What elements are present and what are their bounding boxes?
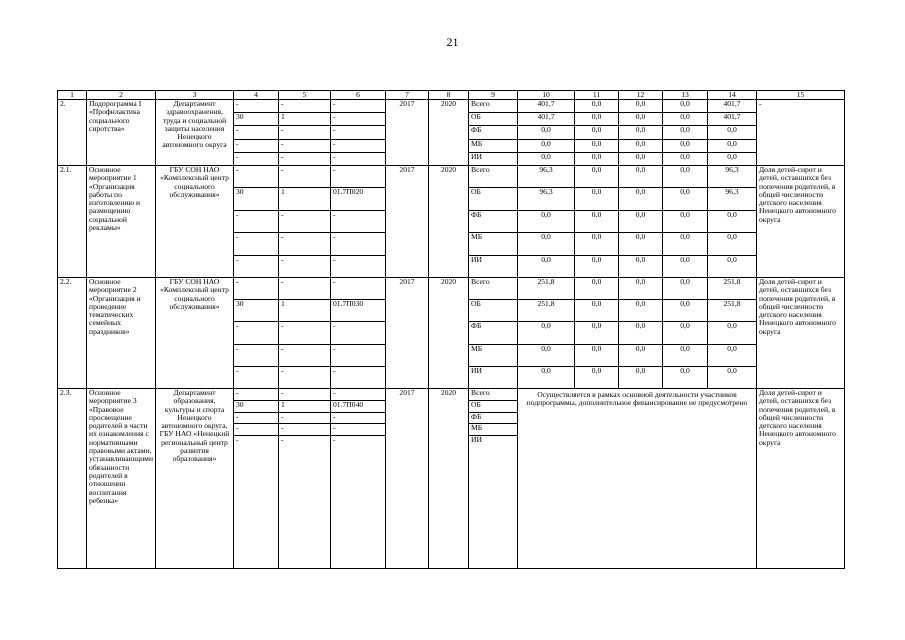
amount-c14 [708, 100, 757, 166]
funding-source-value: ОБ [469, 400, 517, 412]
amount-c13-value: 0,0 [663, 299, 707, 321]
code-col4-value: - [234, 255, 278, 277]
code-col4-value: - [236, 99, 239, 108]
funding-source-value: МБ [469, 423, 517, 435]
amount-c12-value: 0,0 [619, 299, 662, 321]
row-number: 2.3. [58, 389, 87, 569]
executor: ГБУ СОН НАО «Комплексный центр социального обслуживания» [156, 166, 234, 278]
column-number: 1 [58, 91, 87, 100]
end-year: 2020 [429, 100, 469, 166]
amount-c11 [575, 278, 619, 389]
code-col4 [234, 389, 279, 569]
code-col4-value: - [234, 210, 278, 232]
funding-source-value: МБ [469, 344, 517, 366]
funding-source-value: ОБ [469, 299, 517, 321]
code-col4-value: - [234, 344, 278, 366]
code-col6 [331, 278, 386, 389]
code-col4-value: - [234, 423, 278, 435]
funding-source-value: ИИ [469, 366, 517, 388]
code-col5-value: - [281, 277, 284, 286]
program-table [57, 90, 845, 569]
amount-c11-value: 0,0 [591, 277, 602, 286]
amount-c10 [518, 278, 575, 389]
amount-c14-value: 0,0 [708, 366, 756, 388]
code-col4-value: - [234, 366, 278, 388]
funding-source [469, 389, 518, 569]
funding-source [469, 100, 518, 166]
code-col6-value: 01.7П040 [331, 400, 385, 412]
amount-c11-value: 0,0 [575, 321, 618, 343]
amount-c10-value: 0,0 [518, 152, 574, 165]
start-year: 2017 [386, 278, 429, 389]
measure-name: Основное мероприятие 1 «Организация работы по изготовлению и размещению социальной рекламы» [87, 166, 156, 278]
amount-c13-value: 0,0 [663, 255, 707, 277]
code-col5 [279, 166, 331, 278]
code-col6-value: - [331, 112, 385, 125]
measure-name: Основное мероприятие 3 «Правовое просвещение родителей в части их ознакомления с нормативными правовыми актами, устанавливающими обязанности родителей в отношении воспитания ребенка» [87, 389, 156, 569]
table-row [58, 278, 845, 389]
code-col6-value: 01.7П020 [331, 187, 385, 209]
indicator: Доля детей-сирот и детей, оставшихся без попечения родителей, в общей численности детского населения Ненецкого автономного округа [757, 166, 845, 278]
code-col4 [234, 278, 279, 389]
amount-c14-value: 0,0 [708, 344, 756, 366]
amount-c14-value: 0,0 [708, 139, 756, 152]
amount-c11-value: 0,0 [575, 125, 618, 138]
code-col4-value: - [236, 388, 239, 397]
code-col4-value: 30 [234, 400, 278, 412]
amount-c14-value: 0,0 [708, 232, 756, 254]
table-row [58, 166, 845, 278]
code-col5-value: - [279, 232, 330, 254]
amount-c13-value: 0,0 [663, 232, 707, 254]
amount-c14-value: 251,8 [708, 299, 756, 321]
amount-c10-value: 96,3 [518, 187, 574, 209]
amount-c12-value: 0,0 [635, 277, 646, 286]
funding-source-value: ИИ [469, 255, 517, 277]
code-col5-value: - [279, 423, 330, 435]
code-col6 [331, 100, 386, 166]
start-year: 2017 [386, 100, 429, 166]
funding-source-value: МБ [469, 232, 517, 254]
amount-c13-value: 0,0 [663, 112, 707, 125]
code-col4-value: - [234, 232, 278, 254]
indicator: Доля детей-сирот и детей, оставшихся без попечения родителей, в общей численности детского населения Ненецкого автономного округа [757, 389, 845, 569]
code-col6-value: - [331, 152, 385, 165]
table-row [58, 389, 845, 569]
funding-source-value: МБ [469, 139, 517, 152]
code-col6-value: - [331, 139, 385, 152]
code-col5-value: 1 [279, 112, 330, 125]
amount-c13-value: 0,0 [663, 152, 707, 165]
column-number: 11 [575, 91, 619, 100]
code-col6-value: - [331, 412, 385, 424]
code-col4-value: 30 [234, 187, 278, 209]
amount-c12-value: 0,0 [619, 232, 662, 254]
amount-c14-value: 96,3 [708, 187, 756, 209]
code-col4-value: - [234, 152, 278, 165]
code-col5 [279, 278, 331, 389]
amount-c14-value: 401,7 [708, 112, 756, 125]
amount-c13 [663, 100, 708, 166]
executor: ГБУ СОН НАО «Комплексный центр социального обслуживания» [156, 278, 234, 389]
code-col4-value: - [234, 125, 278, 138]
end-year: 2020 [429, 389, 469, 569]
funding-source-value: ФБ [469, 125, 517, 138]
amount-c10-value: 0,0 [518, 139, 574, 152]
code-col4-value: - [234, 435, 278, 447]
funding-source-value: ИИ [469, 152, 517, 165]
amount-c12 [619, 100, 663, 166]
amount-c13 [663, 166, 708, 278]
amount-c13-value: 0,0 [663, 321, 707, 343]
amount-c11-value: 0,0 [591, 99, 602, 108]
code-col6-value: - [331, 366, 385, 388]
amount-c12-value: 0,0 [619, 139, 662, 152]
amount-c12-value: 0,0 [619, 187, 662, 209]
amount-c14-value: 0,0 [708, 210, 756, 232]
code-col4-value: 30 [234, 112, 278, 125]
code-col5-value: - [279, 152, 330, 165]
column-number: 2 [87, 91, 156, 100]
amount-c12-value: 0,0 [619, 255, 662, 277]
funding-source-value: ФБ [469, 210, 517, 232]
amount-c12 [619, 278, 663, 389]
code-col6-value: - [333, 388, 336, 397]
amount-c12-value: 0,0 [619, 112, 662, 125]
amount-c13-value: 0,0 [680, 99, 690, 108]
amount-c13-value: 0,0 [663, 187, 707, 209]
amount-c11-value: 0,0 [575, 139, 618, 152]
column-number: 13 [663, 91, 708, 100]
indicator: - [757, 100, 845, 166]
amount-c11-value: 0,0 [591, 165, 602, 174]
code-col5-value: - [279, 366, 330, 388]
page-number: 21 [446, 35, 459, 49]
funding-source-value: Всего [471, 277, 490, 286]
funding-source-value: ОБ [469, 187, 517, 209]
amount-c12-value: 0,0 [619, 210, 662, 232]
column-number: 8 [429, 91, 469, 100]
measure-name: Подпрограмма I «Профилактика социального сиротства» [87, 100, 156, 166]
code-col5-value: 1 [279, 400, 330, 412]
end-year: 2020 [429, 278, 469, 389]
code-col5-value: 1 [279, 187, 330, 209]
amount-c10 [518, 100, 575, 166]
funding-note: Осуществляется в рамках основной деятельности участников подпрограммы, дополнительное финансирование не предусмотрено [518, 389, 757, 569]
amount-c14-value: 0,0 [708, 255, 756, 277]
code-col4-value: - [234, 321, 278, 343]
code-col6-value: - [331, 125, 385, 138]
code-col6-value: - [331, 423, 385, 435]
code-col5 [279, 100, 331, 166]
code-col5-value: - [279, 255, 330, 277]
code-col5-value: - [279, 412, 330, 424]
amount-c10 [518, 166, 575, 278]
code-col5-value: - [279, 125, 330, 138]
funding-source-value: Всего [471, 99, 490, 108]
amount-c11 [575, 100, 619, 166]
amount-c12-value: 0,0 [619, 152, 662, 165]
amount-c11-value: 0,0 [575, 187, 618, 209]
funding-source-value: Всего [471, 388, 490, 397]
indicator: Доля детей-сирот и детей, оставшихся без попечения родителей, в общей численности детского населения Ненецкого автономного округа [757, 278, 845, 389]
amount-c11-value: 0,0 [575, 255, 618, 277]
row-number: 2. [58, 100, 87, 166]
amount-c11 [575, 166, 619, 278]
code-col5-value: - [279, 321, 330, 343]
executor: Департамент образования, культуры и спорта Ненецкого автономного округа, ГБУ НАО «Ненецкий региональный центр развития образования» [156, 389, 234, 569]
amount-c11-value: 0,0 [575, 210, 618, 232]
funding-source [469, 166, 518, 278]
amount-c14-value: 251,8 [723, 277, 741, 286]
code-col4-value: - [236, 165, 239, 174]
code-col5-value: - [279, 435, 330, 447]
code-col4 [234, 166, 279, 278]
code-col6-value: - [331, 210, 385, 232]
amount-c10-value: 251,8 [537, 277, 555, 286]
column-number: 14 [708, 91, 757, 100]
funding-source [469, 278, 518, 389]
code-col6-value: - [331, 344, 385, 366]
column-number: 6 [331, 91, 386, 100]
amount-c12-value: 0,0 [635, 165, 646, 174]
code-col4-value: - [234, 412, 278, 424]
header-row [58, 91, 845, 100]
funding-source-value: ОБ [469, 112, 517, 125]
measure-name: Основное мероприятие 2 «Организация и проведение тематических семейных праздников» [87, 278, 156, 389]
code-col4 [234, 100, 279, 166]
amount-c14-value: 96,3 [725, 165, 739, 174]
amount-c10-value: 0,0 [518, 366, 574, 388]
amount-c14 [708, 278, 757, 389]
funding-source-value: ФБ [469, 321, 517, 343]
amount-c13-value: 0,0 [680, 277, 690, 286]
amount-c11-value: 0,0 [575, 112, 618, 125]
column-number: 12 [619, 91, 663, 100]
column-number: 3 [156, 91, 234, 100]
code-col6-value: - [331, 435, 385, 447]
amount-c10-value: 401,7 [537, 99, 555, 108]
table-row [58, 100, 845, 166]
code-col5-value: - [279, 139, 330, 152]
amount-c13-value: 0,0 [663, 210, 707, 232]
amount-c11-value: 0,0 [575, 232, 618, 254]
amount-c10-value: 401,7 [518, 112, 574, 125]
row-number: 2.2. [58, 278, 87, 389]
code-col6-value: - [331, 232, 385, 254]
row-number: 2.1. [58, 166, 87, 278]
code-col6-value: 01.7П030 [331, 299, 385, 321]
amount-c10-value: 0,0 [518, 210, 574, 232]
code-col5-value: - [281, 99, 284, 108]
amount-c13-value: 0,0 [663, 366, 707, 388]
code-col6-value: - [333, 165, 336, 174]
amount-c13-value: 0,0 [663, 139, 707, 152]
amount-c12-value: 0,0 [619, 344, 662, 366]
funding-source-value: Всего [471, 165, 490, 174]
code-col6-value: - [331, 255, 385, 277]
code-col5 [279, 389, 331, 569]
amount-c13-value: 0,0 [680, 165, 690, 174]
amount-c12-value: 0,0 [619, 125, 662, 138]
amount-c14-value: 0,0 [708, 125, 756, 138]
code-col5-value: - [279, 344, 330, 366]
column-number: 15 [757, 91, 845, 100]
code-col5-value: - [279, 210, 330, 232]
amount-c11-value: 0,0 [575, 344, 618, 366]
code-col6-value: - [331, 321, 385, 343]
end-year: 2020 [429, 166, 469, 278]
start-year: 2017 [386, 389, 429, 569]
amount-c12-value: 0,0 [635, 99, 646, 108]
amount-c10-value: 0,0 [518, 255, 574, 277]
amount-c12-value: 0,0 [619, 321, 662, 343]
amount-c13-value: 0,0 [663, 125, 707, 138]
amount-c13 [663, 278, 708, 389]
amount-c10-value: 0,0 [518, 344, 574, 366]
amount-c12 [619, 166, 663, 278]
amount-c10-value: 96,3 [539, 165, 553, 174]
code-col4-value: - [234, 139, 278, 152]
amount-c14 [708, 166, 757, 278]
code-col6 [331, 166, 386, 278]
amount-c10-value: 0,0 [518, 232, 574, 254]
amount-c12-value: 0,0 [619, 366, 662, 388]
amount-c14-value: 0,0 [708, 152, 756, 165]
funding-source-value: ИИ [469, 435, 517, 447]
code-col4-value: 30 [234, 299, 278, 321]
start-year: 2017 [386, 166, 429, 278]
code-col5-value: - [281, 165, 284, 174]
column-number: 7 [386, 91, 429, 100]
column-number: 9 [469, 91, 518, 100]
column-number: 10 [518, 91, 575, 100]
column-number: 4 [234, 91, 279, 100]
executor: Департамент здравоохранения, труда и социальной защиты населения Ненецкого автономного округа [156, 100, 234, 166]
code-col4-value: - [236, 277, 239, 286]
code-col6 [331, 389, 386, 569]
amount-c11-value: 0,0 [575, 366, 618, 388]
code-col6-value: - [333, 99, 336, 108]
amount-c10-value: 0,0 [518, 125, 574, 138]
code-col5-value: - [281, 388, 284, 397]
code-col5-value: 1 [279, 299, 330, 321]
amount-c13-value: 0,0 [663, 344, 707, 366]
amount-c10-value: 251,8 [518, 299, 574, 321]
amount-c11-value: 0,0 [575, 299, 618, 321]
amount-c11-value: 0,0 [575, 152, 618, 165]
code-col6-value: - [333, 277, 336, 286]
funding-source-value: ФБ [469, 412, 517, 424]
amount-c14-value: 401,7 [723, 99, 741, 108]
amount-c10-value: 0,0 [518, 321, 574, 343]
amount-c14-value: 0,0 [708, 321, 756, 343]
column-number: 5 [279, 91, 331, 100]
